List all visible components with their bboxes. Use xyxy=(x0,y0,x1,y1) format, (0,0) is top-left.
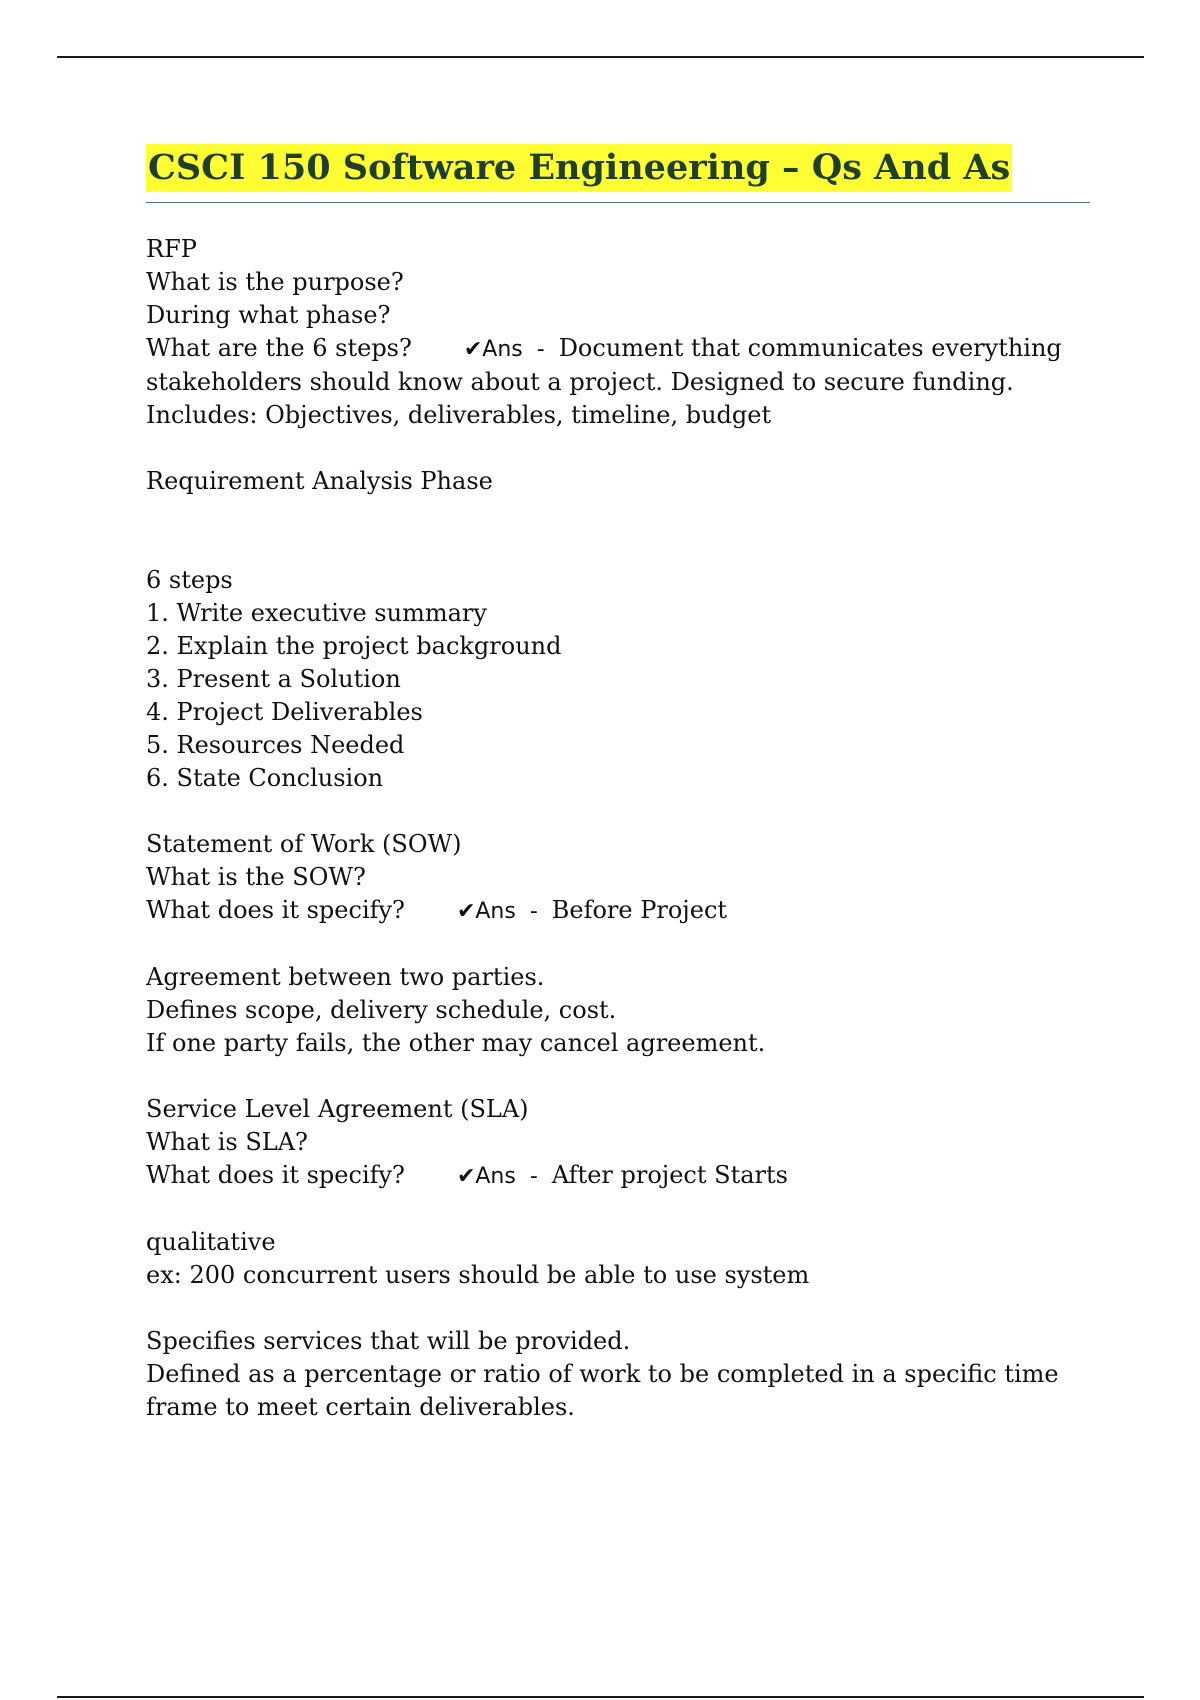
sla-question-3-line xyxy=(146,1159,1090,1193)
sow-detail: Agreement between two parties. xyxy=(146,963,545,991)
rfp-steps-heading: 6 steps xyxy=(146,566,233,594)
rfp-question-4: What are the 6 steps? xyxy=(146,334,412,362)
sow-question-3-line xyxy=(146,894,1090,928)
sow-answer-text: Before Project xyxy=(551,896,728,924)
document-body xyxy=(146,144,1090,1424)
rfp-step-item: 4. Project Deliverables xyxy=(146,698,423,726)
sow-question-1: Statement of Work (SOW) xyxy=(146,830,462,858)
rfp-step-item: 1. Write executive summary xyxy=(146,599,487,627)
sow-detail: Defines scope, delivery schedule, cost. xyxy=(146,996,617,1024)
sla-question-1: Service Level Agreement (SLA) xyxy=(146,1095,529,1123)
page-title: CSCI 150 Software Engineering – Qs And As xyxy=(146,144,1012,192)
rfp-step-item: 6. State Conclusion xyxy=(146,764,384,792)
sow-question-3: What does it specify? xyxy=(146,896,405,924)
rfp-answer-text-1: Document that communicates everything xyxy=(558,334,1062,362)
rfp-phase: Requirement Analysis Phase xyxy=(146,467,493,495)
sla-answer-label: ✔Ans - xyxy=(456,1164,552,1189)
sla-spec-1: Specifies services that will be provided. xyxy=(146,1327,631,1355)
rfp-step-item: 3. Present a Solution xyxy=(146,665,401,693)
rfp-section xyxy=(146,233,1090,795)
rfp-question-1: RFP xyxy=(146,235,197,263)
title-block xyxy=(146,144,1090,203)
sla-question-2: What is SLA? xyxy=(146,1128,308,1156)
rfp-answer-label: ✔Ans - xyxy=(463,337,559,362)
rfp-step-item: 2. Explain the project background xyxy=(146,632,562,660)
sla-example: ex: 200 concurrent users should be able to use system xyxy=(146,1261,810,1289)
footer-rule xyxy=(57,1696,1144,1698)
sla-qualitative: qualitative xyxy=(146,1228,276,1256)
rfp-step-item: 5. Resources Needed xyxy=(146,731,405,759)
rfp-answer-text-3: Includes: Objectives, deliverables, timeline, budget xyxy=(146,401,772,429)
rfp-question-4-line xyxy=(146,332,1090,366)
sla-answer-text: After project Starts xyxy=(551,1161,788,1189)
sla-question-3: What does it specify? xyxy=(146,1161,405,1189)
rfp-answer-text-2: stakeholders should know about a project. Designed to secure funding. xyxy=(146,368,1014,396)
rfp-question-2: What is the purpose? xyxy=(146,268,404,296)
header-rule xyxy=(57,56,1144,58)
sla-section xyxy=(146,1093,1090,1424)
rfp-question-3: During what phase? xyxy=(146,301,391,329)
sla-spec-2: Defined as a percentage or ratio of work to be completed in a specific time xyxy=(146,1360,1059,1388)
sow-section xyxy=(146,828,1090,1060)
sow-question-2: What is the SOW? xyxy=(146,863,366,891)
sow-answer-label: ✔Ans - xyxy=(456,899,552,924)
sow-detail: If one party fails, the other may cancel agreement. xyxy=(146,1029,766,1057)
sla-spec-3: frame to meet certain deliverables. xyxy=(146,1393,575,1421)
